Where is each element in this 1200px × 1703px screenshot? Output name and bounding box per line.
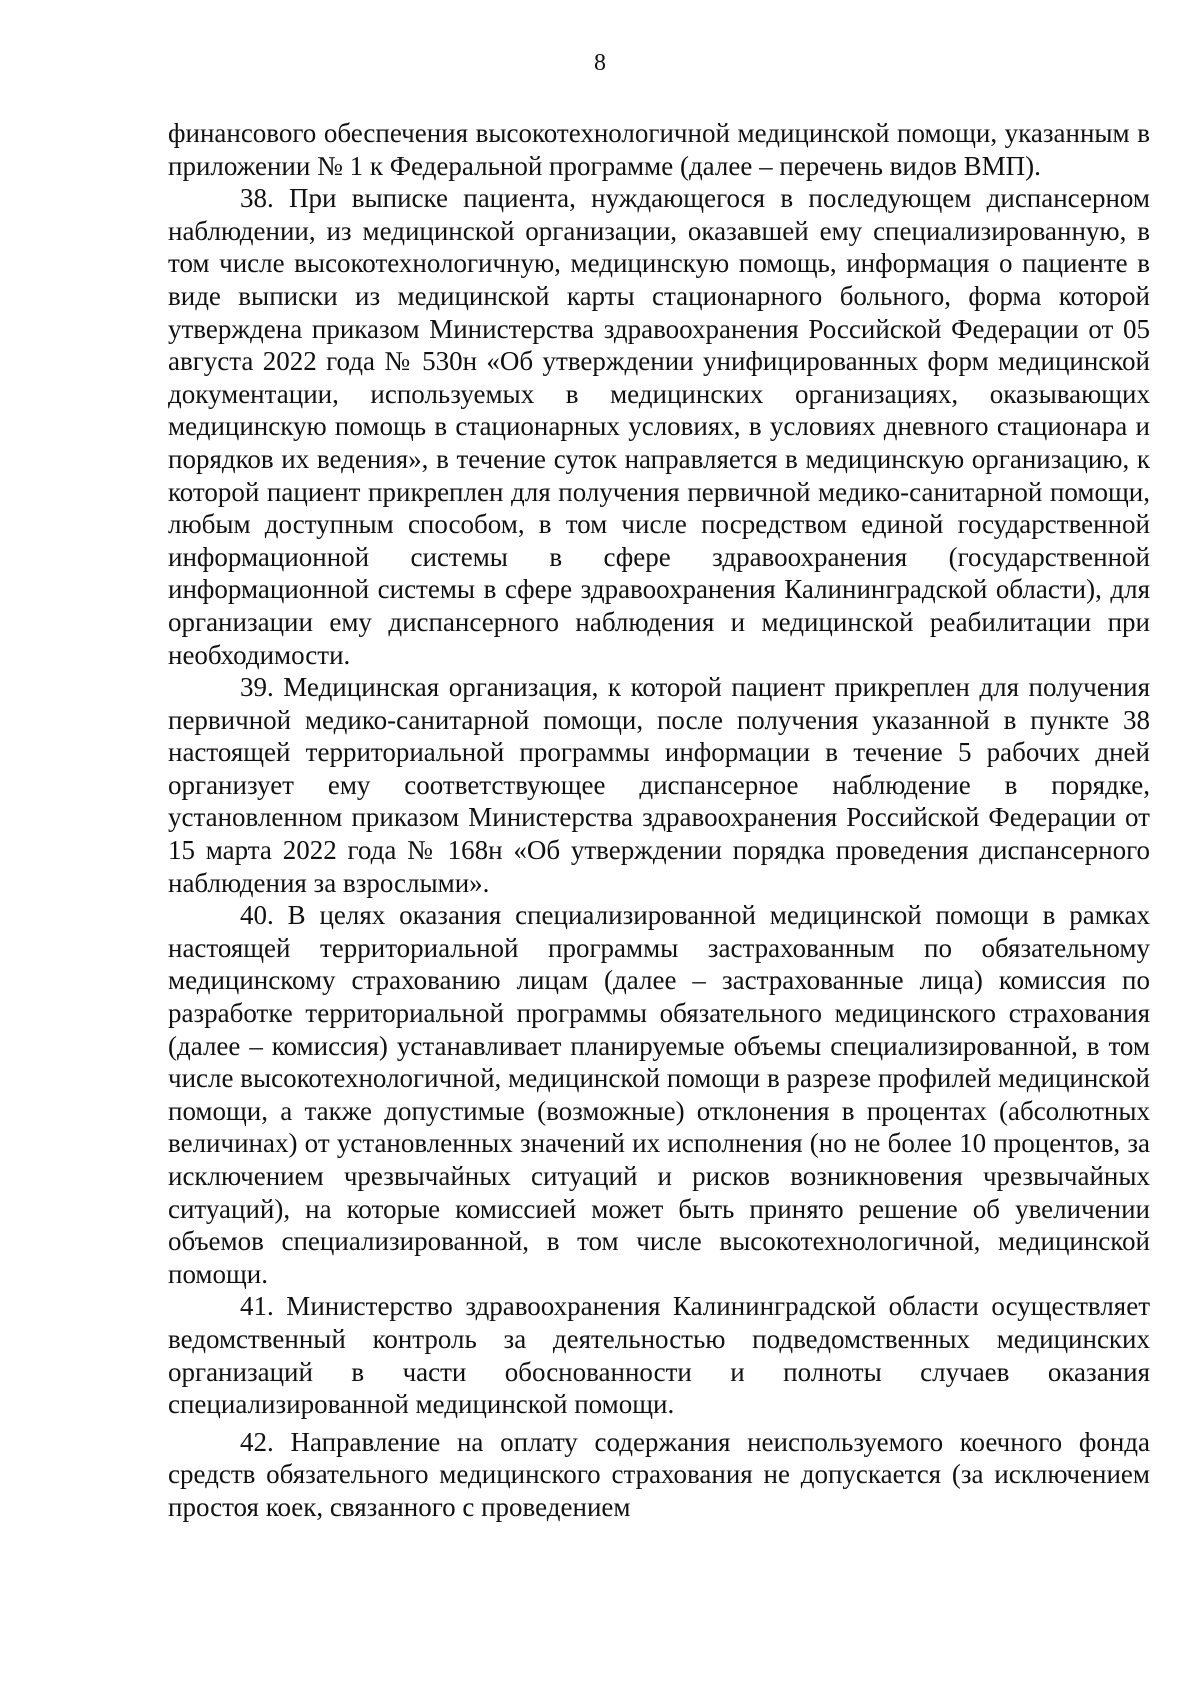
paragraph-41: 41. Министерство здравоохранения Калининградской области осуществляет ведомственный контроль за деятельностью подведомственных медицинских организаций в части обоснованности и полноты случаев оказания специализированной медицинской помощи.	[168, 1291, 1150, 1420]
paragraph-39: 39. Медицинская организация, к которой пациент прикреплен для получения первичной медико-санитарной помощи, после получения указанной в пункте 38 настоящей территориальной программы информации в течение 5 рабочих дней организует ему соответствующее диспансерное наблюдение в порядке, установленном приказом Министерства здравоохранения Российской Федерации от 15 марта 2022 года № 168н «Об утверждении порядка проведения диспансерного наблюдения за взрослыми».	[168, 672, 1150, 898]
paragraph-40: 40. В целях оказания специализированной медицинской помощи в рамках настоящей территориальной программы застрахованным по обязательному медицинскому страхованию лицам (далее – застрахованные лица) комиссия по разработке территориальной программы обязательного медицинского страхования (далее – комиссия) устанавливает планируемые объемы специализированной, в том числе высокотехнологичной, медицинской помощи в разрезе профилей медицинской помощи, а также допустимые (возможные) отклонения в процентах (абсолютных величинах) от установленных значений их исполнения (но не более 10 процентов, за исключением чрезвычайных ситуаций и рисков возникновения чрезвычайных ситуаций), на которые комиссией может быть принято решение об увеличении объемов специализированной, в том числе высокотехнологичной, медицинской помощи.	[168, 900, 1150, 1289]
paragraph-continuation: финансового обеспечения высокотехнологичной медицинской помощи, указанным в приложении № 1 к Федеральной программе (далее – перечень видов ВМП).	[168, 118, 1150, 181]
paragraph-42: 42. Направление на оплату содержания неиспользуемого коечного фонда средств обязательного медицинского страхования не допускается (за исключением простоя коек, связанного с проведением	[168, 1426, 1150, 1522]
page-number: 8	[594, 50, 606, 76]
paragraph-38: 38. При выписке пациента, нуждающегося в последующем диспансерном наблюдении, из медицинской организации, оказавшей ему специализированную, в том числе высокотехнологичную, медицинскую помощь, информация о пациенте в виде выписки из медицинской карты стационарного больного, форма которой утверждена приказом Министерства здравоохранения Российской Федерации от 05 августа 2022 года № 530н «Об утверждении унифицированных форм медицинской документации, используемых в медицинских организациях, оказывающих медицинскую помощь в стационарных условиях, в условиях дневного стационара и порядков их ведения», в течение суток направляется в медицинскую организацию, к которой пациент прикреплен для получения первичной медико-санитарной помощи, любым доступным способом, в том числе посредством единой государственной информационной системы в сфере здравоохранения (государственной информационной системы в сфере здравоохранения Калининградской области), для организации ему диспансерного наблюдения и медицинской реабилитации при необходимости.	[168, 183, 1150, 670]
document-body	[168, 117, 1150, 1524]
